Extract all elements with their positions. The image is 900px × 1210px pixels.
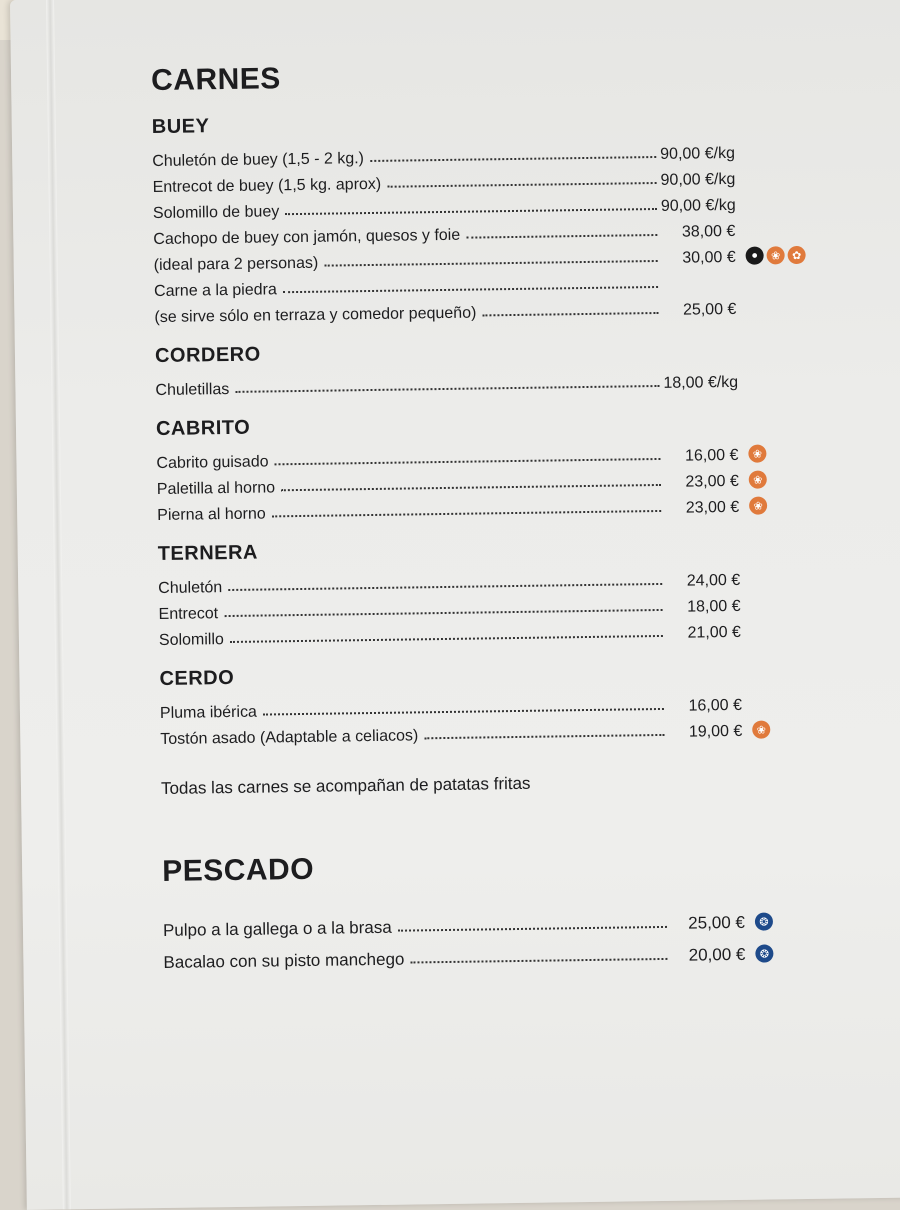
menu-item-name: Pulpo a la gallega o a la brasa bbox=[162, 917, 392, 940]
milk-allergen-icon: ● bbox=[746, 247, 764, 265]
menu-section-cabrito bbox=[156, 409, 817, 525]
menu-item-row bbox=[155, 365, 815, 400]
dot-leader bbox=[410, 958, 667, 964]
allergen-icons bbox=[736, 316, 814, 317]
menu-section-cerdo bbox=[159, 659, 820, 749]
allergen-icons bbox=[739, 470, 817, 489]
dot-leader bbox=[230, 635, 663, 643]
menu-item-price: 21,00 € bbox=[687, 623, 742, 642]
menu-item-price: 90,00 €/kg bbox=[660, 196, 736, 215]
menu-item-price: 24,00 € bbox=[686, 571, 741, 590]
menu-item-price: 25,00 € bbox=[682, 300, 737, 319]
dot-leader bbox=[398, 926, 667, 932]
menu-item-name: Entrecot de buey (1,5 kg. aprox) bbox=[152, 175, 382, 197]
menu-item-name: Solomillo bbox=[158, 631, 224, 649]
allergen-icons bbox=[734, 160, 812, 161]
allergen-icons bbox=[735, 212, 813, 213]
gluten-allergen-icon: ❀ bbox=[752, 720, 770, 738]
allergen-icons bbox=[738, 444, 816, 463]
menu-section-cordero bbox=[155, 336, 816, 400]
dot-leader bbox=[466, 234, 657, 239]
fish-allergen-icon: ❂ bbox=[755, 912, 773, 930]
menu-item-name: Pierna al horno bbox=[157, 505, 266, 524]
menu-item-price: 90,00 €/kg bbox=[660, 170, 736, 189]
menu-section-buey bbox=[152, 107, 815, 327]
gluten-allergen-icon: ❀ bbox=[749, 496, 767, 514]
section-title: BUEY bbox=[151, 115, 210, 139]
pescado-section bbox=[162, 846, 824, 973]
dot-leader bbox=[272, 510, 661, 517]
menu-item-price: 38,00 € bbox=[681, 222, 736, 241]
fish-allergen-icon: ❂ bbox=[755, 944, 773, 962]
dot-leader bbox=[482, 312, 658, 316]
menu-item-name: Entrecot bbox=[158, 605, 219, 623]
menu-page bbox=[10, 0, 900, 1210]
dot-leader bbox=[283, 286, 658, 293]
allergen-icons bbox=[735, 238, 813, 239]
dot-leader bbox=[387, 182, 656, 188]
menu-item-name: Tostón asado (Adaptable a celiacos) bbox=[160, 727, 419, 748]
menu-item-name: Cabrito guisado bbox=[156, 453, 269, 472]
allergen-icons bbox=[735, 186, 813, 187]
menu-item-price: 20,00 € bbox=[688, 944, 746, 965]
allergen-icons bbox=[745, 912, 823, 931]
menu-item-price: 19,00 € bbox=[688, 722, 743, 741]
menu-item-name: Cachopo de buey con jamón, quesos y foie bbox=[153, 226, 461, 249]
menu-item-price: 23,00 € bbox=[685, 498, 740, 517]
menu-item-price: 18,00 € bbox=[687, 597, 741, 616]
menu-item-price: 30,00 € bbox=[682, 248, 736, 267]
pescado-title: PESCADO bbox=[161, 852, 315, 888]
dot-leader bbox=[285, 208, 657, 215]
menu-item-name: Carne a la piedra bbox=[153, 281, 277, 301]
carnes-title: CARNES bbox=[150, 62, 282, 98]
dot-leader bbox=[324, 260, 657, 267]
menu-section-ternera bbox=[158, 534, 819, 650]
dot-leader bbox=[281, 484, 661, 491]
menu-item-price: 16,00 € bbox=[688, 696, 743, 715]
allergen-icons bbox=[745, 944, 823, 963]
section-title: CABRITO bbox=[155, 416, 251, 441]
menu-item-name: (se sirve sólo en terraza y comedor pequeño) bbox=[154, 304, 477, 327]
menu-content bbox=[151, 55, 824, 973]
gluten-allergen-icon: ❀ bbox=[749, 470, 767, 488]
menu-item-name: Solomillo de buey bbox=[152, 203, 280, 223]
dot-leader bbox=[235, 385, 659, 393]
allergen-icons bbox=[741, 639, 819, 640]
allergen-icons bbox=[736, 246, 814, 265]
menu-item-name: Chuletillas bbox=[155, 380, 230, 400]
allergen-icons bbox=[742, 720, 820, 739]
section-title: CORDERO bbox=[154, 343, 261, 368]
carnes-footnote: Todas las carnes se acompañan de patatas fritas bbox=[160, 773, 531, 798]
gluten-allergen-icon: ❀ bbox=[748, 444, 766, 462]
dot-leader bbox=[424, 734, 664, 739]
page-binding bbox=[46, 0, 71, 1209]
menu-item-name: Pluma ibérica bbox=[159, 703, 258, 722]
menu-item-name: Bacalao con su pisto manchego bbox=[163, 949, 405, 972]
nuts-allergen-icon: ✿ bbox=[788, 246, 806, 264]
menu-item-price: 18,00 €/kg bbox=[663, 373, 739, 392]
menu-item-price: 16,00 € bbox=[684, 446, 739, 465]
section-title: TERNERA bbox=[157, 541, 259, 565]
menu-item-price: 25,00 € bbox=[688, 912, 746, 933]
pescado-items bbox=[163, 900, 824, 973]
menu-item-price: 23,00 € bbox=[685, 472, 739, 491]
menu-item-name: Chuletón de buey (1,5 - 2 kg.) bbox=[152, 150, 365, 171]
dot-leader bbox=[224, 609, 662, 617]
dot-leader bbox=[370, 156, 656, 162]
allergen-icons bbox=[739, 496, 817, 515]
allergen-icons bbox=[736, 290, 814, 291]
allergen-icons bbox=[741, 613, 819, 614]
allergen-icons bbox=[742, 712, 820, 713]
carnes-sections bbox=[152, 107, 821, 749]
menu-item-name: (ideal para 2 personas) bbox=[153, 254, 319, 275]
allergen-icons bbox=[740, 587, 818, 588]
section-title: CERDO bbox=[159, 666, 235, 690]
menu-item-price: 90,00 €/kg bbox=[660, 144, 736, 163]
menu-item-name: Paletilla al horno bbox=[156, 479, 276, 498]
dot-leader bbox=[263, 708, 664, 716]
allergen-icons bbox=[738, 389, 816, 390]
dot-leader bbox=[228, 583, 662, 591]
menu-item-name: Chuletón bbox=[158, 579, 223, 597]
gluten-allergen-icon: ❀ bbox=[767, 246, 785, 264]
dot-leader bbox=[275, 458, 661, 465]
